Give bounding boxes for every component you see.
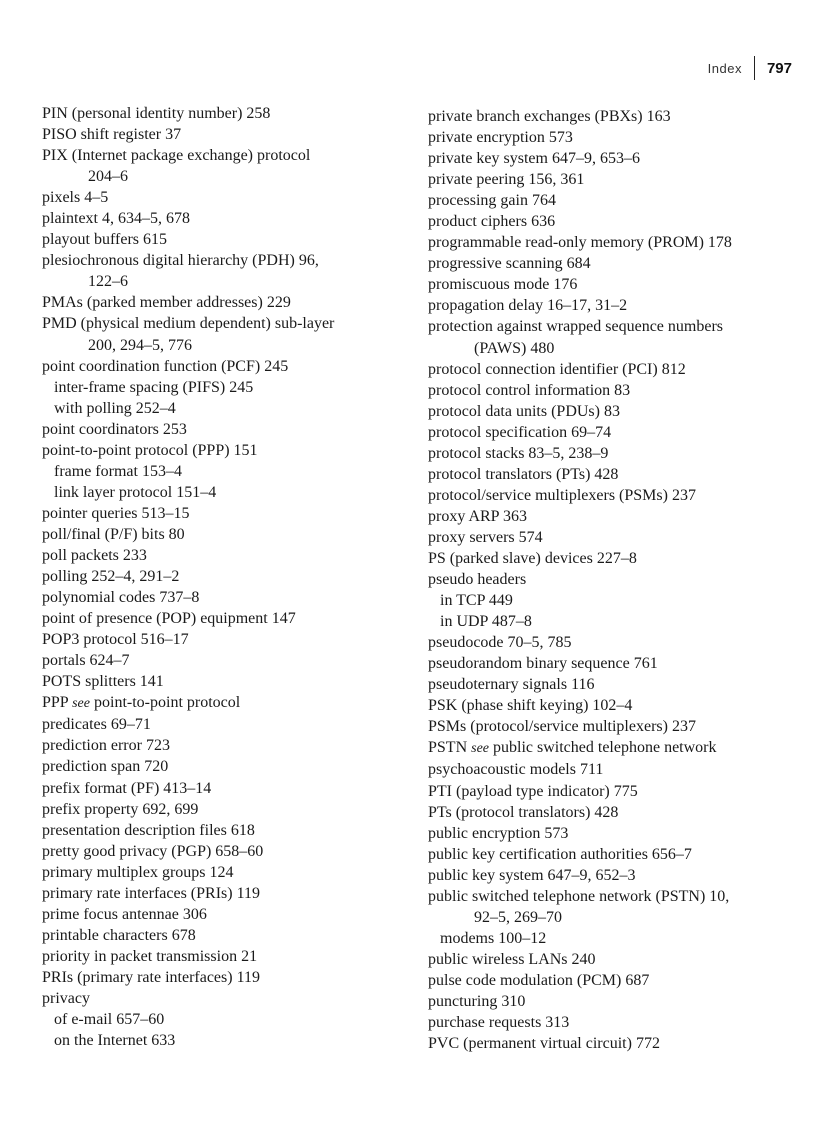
index-entry — [428, 148, 800, 169]
index-entry-text: pixels 4–5 — [42, 189, 109, 207]
index-entry-text: protocol data units (PDUs) 83 — [428, 402, 620, 420]
index-entry-text: protocol stacks 83–5, 238–9 — [428, 444, 609, 462]
index-subentry — [42, 398, 410, 419]
index-entry-text: presentation description files 618 — [42, 821, 255, 839]
index-entry-text: promiscuous mode 176 — [428, 276, 578, 294]
index-entry — [42, 778, 410, 799]
index-entry — [428, 316, 800, 337]
index-entry — [42, 566, 410, 587]
index-entry — [42, 862, 410, 883]
index-entry — [428, 127, 800, 148]
index-entry — [42, 967, 410, 988]
index-entry — [428, 548, 800, 569]
index-entry-text: pulse code modulation (PCM) 687 — [428, 971, 650, 989]
index-entry — [42, 440, 410, 461]
index-entry — [428, 253, 800, 274]
index-entry-text: point coordination function (PCF) 245 — [42, 357, 289, 375]
index-subentry — [42, 1030, 410, 1051]
index-entry-text: private encryption 573 — [428, 129, 573, 147]
index-entry-text: prefix property 692, 699 — [42, 800, 199, 818]
index-entry-text: private key system 647–9, 653–6 — [428, 150, 640, 168]
index-entry-text: 204–6 — [88, 168, 128, 186]
index-entry — [42, 103, 410, 124]
index-entry-text: proxy ARP 363 — [428, 507, 527, 525]
index-entry — [428, 781, 800, 802]
index-entry — [42, 524, 410, 545]
index-entry — [428, 844, 800, 865]
index-entry-text: pseudocode 70–5, 785 — [428, 634, 572, 652]
index-entry-text: 92–5, 269–70 — [474, 908, 562, 926]
see-target: point-to-point protocol — [90, 694, 241, 712]
index-entry — [42, 820, 410, 841]
index-entry-text: PTI (payload type indicator) 775 — [428, 782, 638, 800]
index-entry-text: POP3 protocol 516–17 — [42, 631, 189, 649]
index-entry-continuation — [42, 335, 410, 356]
index-entry-text: private branch exchanges (PBXs) 163 — [428, 108, 671, 125]
index-entry-text: prime focus antennae 306 — [42, 905, 207, 923]
index-entry — [428, 1012, 800, 1033]
index-entry — [42, 735, 410, 756]
index-entry-text: PMAs (parked member addresses) 229 — [42, 294, 291, 312]
index-entry-continuation — [428, 338, 800, 359]
index-entry — [42, 503, 410, 524]
index-entry-continuation — [42, 166, 410, 187]
index-entry-text: processing gain 764 — [428, 192, 556, 210]
index-entry — [428, 422, 800, 443]
index-entry-text: propagation delay 16–17, 31–2 — [428, 297, 628, 315]
index-entry-text: public wireless LANs 240 — [428, 950, 596, 968]
index-entry-text: pointer queries 513–15 — [42, 504, 190, 522]
index-entry-text: PSK (phase shift keying) 102–4 — [428, 697, 633, 715]
index-entry-text: with polling 252–4 — [54, 399, 176, 417]
index-entry-text: PTs (protocol translators) 428 — [428, 803, 619, 821]
index-entry-text: psychoacoustic models 711 — [428, 761, 604, 779]
index-entry — [428, 1033, 800, 1054]
index-entry-text: protocol specification 69–74 — [428, 423, 612, 441]
index-entry-text: 122–6 — [88, 273, 128, 291]
index-entry — [42, 292, 410, 313]
index-entry — [42, 904, 410, 925]
index-entry-text: PVC (permanent virtual circuit) 772 — [428, 1035, 660, 1053]
index-entry — [428, 106, 800, 127]
index-subentry — [42, 461, 410, 482]
index-entry-text: PMD (physical medium dependent) sub-layer — [42, 315, 335, 333]
index-entry-text: link layer protocol 151–4 — [54, 483, 217, 501]
index-entry — [42, 799, 410, 820]
index-subentry — [428, 928, 800, 949]
index-entry-text: polling 252–4, 291–2 — [42, 568, 180, 586]
index-entry — [42, 671, 410, 692]
index-entry-text: purchase requests 313 — [428, 1014, 570, 1032]
index-entry — [428, 295, 800, 316]
index-entry-text: printable characters 678 — [42, 926, 196, 944]
index-entry-text: privacy — [42, 989, 90, 1007]
index-entry — [42, 841, 410, 862]
index-entry-text: PS (parked slave) devices 227–8 — [428, 549, 637, 567]
index-entry — [42, 545, 410, 566]
index-entry-text: prefix format (PF) 413–14 — [42, 779, 212, 797]
index-entry-text: priority in packet transmission 21 — [42, 947, 258, 965]
index-entry-text: pseudoternary signals 116 — [428, 676, 595, 694]
index-entry-text: PSTN — [428, 739, 472, 757]
index-entry-text: in UDP 487–8 — [440, 613, 532, 631]
header-divider — [754, 56, 755, 80]
index-entry-text: product ciphers 636 — [428, 213, 556, 231]
index-entry-text: programmable read-only memory (PROM) 178 — [428, 234, 732, 252]
index-entry — [428, 401, 800, 422]
index-entry-text: prediction span 720 — [42, 758, 169, 776]
index-entry-text: proxy servers 574 — [428, 528, 543, 546]
index-entry-text: protocol connection identifier (PCI) 812 — [428, 360, 686, 378]
index-entry-text: protection against wrapped sequence numbers — [428, 318, 724, 336]
index-entry-text: PISO shift register 37 — [42, 126, 182, 144]
header-label: Index — [707, 60, 742, 76]
index-entry-text: predicates 69–71 — [42, 716, 151, 734]
see-target: public switched telephone network — [489, 739, 717, 757]
index-entry-text: primary rate interfaces (PRIs) 119 — [42, 884, 260, 902]
index-entry — [42, 356, 410, 377]
see-reference: see — [72, 696, 90, 712]
index-entry-text: plesiochronous digital hierarchy (PDH) 96, — [42, 252, 319, 270]
index-entry — [428, 970, 800, 991]
index-entry-text: PIX (Internet package exchange) protocol — [42, 147, 311, 165]
index-entry-text: pseudorandom binary sequence 761 — [428, 655, 658, 673]
index-entry — [42, 250, 410, 271]
index-entry-text: private peering 156, 361 — [428, 171, 585, 189]
index-entry — [42, 208, 410, 229]
index-subentry — [42, 377, 410, 398]
index-entry-text: playout buffers 615 — [42, 231, 168, 249]
index-entry — [428, 823, 800, 844]
index-entry-text: point of presence (POP) equipment 147 — [42, 610, 296, 628]
index-entry — [428, 380, 800, 401]
index-entry — [42, 608, 410, 629]
index-entry-text: portals 624–7 — [42, 652, 130, 670]
index-entry — [428, 359, 800, 380]
index-column-right — [428, 106, 800, 1054]
index-entry-text: primary multiplex groups 124 — [42, 863, 234, 881]
index-entry — [428, 464, 800, 485]
index-entry — [42, 419, 410, 440]
index-entry-continuation — [42, 271, 410, 292]
see-reference: see — [471, 741, 490, 757]
index-entry — [428, 274, 800, 295]
page-number: 797 — [766, 59, 792, 77]
index-entry-text: point coordinators 253 — [42, 420, 187, 438]
index-entry-text: point-to-point protocol (PPP) 151 — [42, 441, 258, 459]
index-entry — [428, 211, 800, 232]
index-entry — [42, 124, 410, 145]
index-entry — [42, 946, 410, 967]
index-entry-continuation — [428, 907, 800, 928]
index-subentry — [42, 1009, 410, 1030]
index-entry — [428, 865, 800, 886]
index-entry-text: inter-frame spacing (PIFS) 245 — [54, 378, 254, 396]
index-entry — [428, 695, 800, 716]
index-entry — [428, 569, 800, 590]
index-entry — [42, 925, 410, 946]
index-entry-text: public encryption 573 — [428, 824, 569, 842]
index-entry — [428, 506, 800, 527]
running-header — [708, 56, 792, 80]
index-entry-text: polynomial codes 737–8 — [42, 589, 200, 607]
index-entry — [42, 650, 410, 671]
index-entry — [428, 991, 800, 1012]
index-entry-text: progressive scanning 684 — [428, 255, 591, 273]
index-entry-text: PIN (personal identity number) 258 — [42, 105, 271, 122]
index-subentry — [428, 611, 800, 632]
index-entry-text: modems 100–12 — [440, 929, 547, 947]
index-entry-text: poll packets 233 — [42, 546, 147, 564]
index-entry-text: pseudo headers — [428, 571, 527, 589]
index-entry-text: of e-mail 657–60 — [54, 1011, 165, 1029]
index-entry — [428, 759, 800, 780]
index-entry-text: pretty good privacy (PGP) 658–60 — [42, 842, 264, 860]
index-subentry — [42, 482, 410, 503]
index-entry — [428, 527, 800, 548]
index-entry-text: protocol control information 83 — [428, 381, 631, 399]
index-entry-text: in TCP 449 — [440, 592, 513, 610]
index-entry — [428, 485, 800, 506]
index-entry-text: 200, 294–5, 776 — [88, 336, 192, 354]
index-entry — [428, 169, 800, 190]
index-entry — [42, 145, 410, 166]
index-entry-text: frame format 153–4 — [54, 462, 182, 480]
index-entry — [42, 229, 410, 250]
index-entry — [428, 232, 800, 253]
index-entry — [428, 737, 800, 759]
index-entry-text: public switched telephone network (PSTN) 10, — [428, 887, 730, 905]
index-entry-text: PSMs (protocol/service multiplexers) 237 — [428, 718, 696, 736]
index-entry — [42, 883, 410, 904]
index-entry-text: protocol/service multiplexers (PSMs) 237 — [428, 486, 696, 504]
index-entry-text: PRIs (primary rate interfaces) 119 — [42, 968, 260, 986]
index-entry-text: POTS splitters 141 — [42, 673, 164, 691]
index-entry — [428, 190, 800, 211]
index-entry — [428, 949, 800, 970]
index-entry-text: poll/final (P/F) bits 80 — [42, 525, 185, 543]
index-entry — [42, 313, 410, 334]
index-entry-text: puncturing 310 — [428, 992, 526, 1010]
index-entry — [428, 653, 800, 674]
index-subentry — [428, 590, 800, 611]
index-entry-text: protocol translators (PTs) 428 — [428, 465, 619, 483]
index-entry — [42, 692, 410, 714]
index-entry — [428, 632, 800, 653]
index-entry-text: prediction error 723 — [42, 737, 170, 755]
index-entry — [42, 587, 410, 608]
index-entry — [428, 716, 800, 737]
index-entry — [428, 802, 800, 823]
index-entry — [42, 756, 410, 777]
index-entry-text: public key certification authorities 656–7 — [428, 845, 692, 863]
index-entry-text: PPP — [42, 694, 73, 712]
index-entry — [42, 187, 410, 208]
index-entry-text: public key system 647–9, 652–3 — [428, 866, 636, 884]
index-column-left — [42, 103, 410, 1051]
index-entry — [428, 443, 800, 464]
index-entry-text: (PAWS) 480 — [474, 339, 555, 357]
index-entry — [42, 988, 410, 1009]
index-entry — [428, 674, 800, 695]
index-entry-text: plaintext 4, 634–5, 678 — [42, 210, 190, 228]
index-entry-text: on the Internet 633 — [54, 1032, 176, 1050]
index-entry — [42, 629, 410, 650]
index-entry — [428, 886, 800, 907]
index-entry — [42, 714, 410, 735]
